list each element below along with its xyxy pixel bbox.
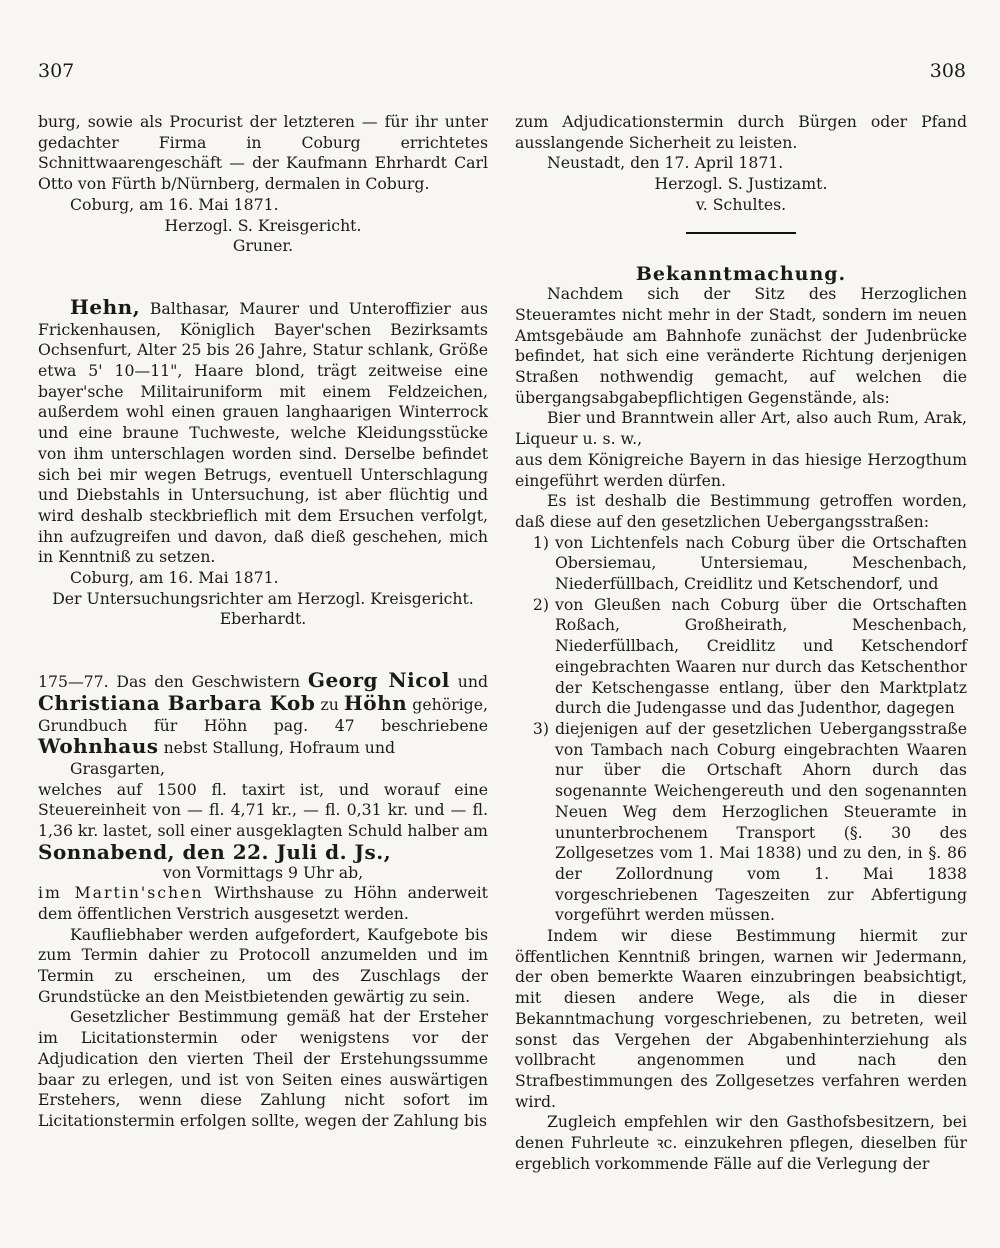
- court-signer: Gruner.: [232, 236, 294, 256]
- court-signature: Herzogl. S. Kreisgericht.: [164, 215, 362, 235]
- office-date: Neustadt, den 17. April 1871.: [547, 153, 784, 173]
- continuation-text-right: zum Adjudicationstermin durch Bürgen oder Pfand ausslangende Sicherheit zu leisten.: [515, 112, 967, 152]
- owner-name-2: Christiana Barbara Kob: [38, 690, 316, 715]
- office-signature: Herzogl. S. Justizamt.: [654, 174, 828, 194]
- page-number-left: 307: [38, 60, 75, 82]
- page-number-right: 308: [929, 60, 966, 82]
- sale-bidders: Kaufliebhaber werden aufgefordert, Kaufgebote bis zum Termin dahier zu Protocoll anzumelden und im Termin zu erscheinen, um des Zuschlags der Grundstücke an den Meistbietenden gewärtig zu sein.: [38, 924, 488, 1006]
- announcement-recommendation: Zugleich empfehlen wir den Gasthofsbesitzern, bei denen Fuhrleute ꝛc. einzukehren pflegen, dieselben für ergeblich vorkommende Fälle auf die Verlegung der: [515, 1112, 967, 1173]
- announcement-heading: Bekanntmachung.: [635, 262, 847, 285]
- sale-location: im Martin'schen Wirthshause zu Höhn anderweit dem öffentlichen Verstrich ausgesetzt werden.: [38, 883, 488, 923]
- warrant-signer: Eberhardt.: [219, 609, 307, 629]
- goods-list: Bier und Branntwein aller Art, also auch Rum, Arak, Liqueur u. s. w.,: [515, 408, 967, 449]
- announcement-intro-end: aus dem Königreiche Bayern in das hiesige Herzogthum eingeführt werden dürfen.: [515, 449, 967, 490]
- warrant-text: Balthasar, Maurer und Unteroffizier aus Frickenhausen, Königlich Bayer'schen Bezirksamts Ochsenfurt, Alter 25 bis 26 Jahre, Statur schlank, Größe etwa 5' 10—11", Haare blond, trägt zeitweise eine bayer'sche Militairuniform mit einem Feldzeichen, außerdem wohl einen grauen langhaarigen Winterrock und eine braune Tuchweste, welche Kleidungsstücke von ihm unterschlagen worden sind. Derselbe befindet sich bei mir wegen Betrugs, eventuell Unterschlagung und Diebstahls in Untersuchung, ist aber flüchtig und wird deshalb steckbrieflich mit dem Ersuchen verfolgt, ihn aufzugreifen und davon, daß dieß geschehen, mich in Kenntniß zu setzen.: [38, 298, 488, 567]
- sale-garden: Grasgarten,: [70, 758, 166, 778]
- announcement-warning: Indem wir diese Bestimmung hiermit zur öffentlichen Kenntniß bringen, warnen wir Jedermann, der oben bemerkte Waaren einzubringen beabsichtigt, mit diesen andere Wege, als die in dieser Bekanntmachung vorgeschriebenen, zu betreten, weil sonst das Vergehen der Abgabenhinterziehung als vollbracht angenommen und nach den Strafbestimmungen des Zollgesetzes verfahren werden wird.: [515, 926, 967, 1111]
- right-column: [515, 112, 967, 1174]
- court-date: Coburg, am 16. Mai 1871.: [70, 194, 279, 214]
- warrant-notice: [38, 294, 488, 568]
- sale-house: Wohnhaus: [38, 734, 159, 759]
- sale-date: Sonnabend, den 22. Juli d. Js.,: [38, 839, 392, 864]
- sale-payment: Gesetzlicher Bestimmung gemäß hat der Ersteher im Licitationstermin oder wenigstens vor der Adjudication den vierten Theil der Erstehungssumme baar zu erlegen, und ist von Seiten eines auswärtigen Erstehers, wenn diese Zahlung nicht sofort im Licitationstermin erfolgen sollte, wegen der Zahlung bis: [38, 1007, 488, 1130]
- route-item: 2) von Gleußen nach Coburg über die Ortschaften Roßach, Großheirath, Meschenbach, Niederfüllbach, Creidlitz und Ketschendorf eingebrachten Waaren nur durch das Ketschenthor der Ketschengasse entlang, über den Marktplatz durch die Judengasse und das Judenthor, dagegen: [532, 594, 967, 718]
- route-item: 1) von Lichtenfels nach Coburg über die Ortschaften Obersiemau, Untersiemau, Meschenbach, Niederfüllbach, Creidlitz und Ketschendorf, und: [532, 532, 967, 594]
- sale-time: von Vormittags 9 Uhr ab,: [162, 862, 364, 882]
- owner-name-1: Georg Nicol: [307, 668, 450, 693]
- sale-place: Höhn: [343, 690, 408, 715]
- warrant-signature: Der Untersuchungsrichter am Herzogl. Kreisgericht.: [52, 588, 474, 608]
- warrant-date: Coburg, am 16. Mai 1871.: [70, 568, 279, 588]
- announcement-intro: Nachdem sich der Sitz des Herzoglichen Steueramtes nicht mehr in der Stadt, sondern im neuen Amtsgebäude am Bahnhofe zunächst der Judenbrücke befindet, hat sich eine veränderte Richtung derjenigen Straßen nothwendig gemacht, auf welchen die übergangsabgabepflichtigen Gegenstände, als:: [515, 284, 967, 407]
- route-item: 3) diejenigen auf der gesetzlichen Uebergangsstraße von Tambach nach Coburg eingebrachten Waaren nur über die Ortschaft Ahorn durch das sogenannte Weichengereuth und den sogenannten Neuen Weg dem Herzoglichen Steueramte in ununterbrochenem Transport (§. 30 des Zollgesetzes vom 1. Mai 1838) und zu den, in §. 86 der Zollordnung vom 1. Mai 1838 vorgeschriebenen Tageszeiten zur Abfertigung vorgeführt werden müssen.: [532, 718, 967, 925]
- warrant-name: Hehn,: [70, 294, 141, 319]
- continuation-text: burg, sowie als Procurist der letzteren — für ihr unter gedachter Firma in Coburg errichtetes Schnittwaarengeschäft — der Kaufmann Ehrhardt Carl Otto von Fürth b/Nürnberg, dermalen in Coburg.: [38, 112, 488, 194]
- announcement-decision: Es ist deshalb die Bestimmung getroffen worden, daß diese auf den gesetzlichen Uebergangsstraßen:: [515, 491, 967, 531]
- left-column: [38, 112, 488, 1132]
- sale-terms: welches auf 1500 fl. taxirt ist, und worauf eine Steuereinheit von — fl. 4,71 kr., — fl. 0,31 kr. und — fl. 1,36 kr. lastet, soll einer ausgeklagten Schuld halber am: [38, 779, 488, 841]
- office-signer: v. Schultes.: [695, 194, 787, 214]
- sale-notice: 175—77. Das den Geschwistern Georg Nicol und Christiana Barbara Kob zu Höhn gehörige, Grundbuch für Höhn pag. 47 beschriebene Wohnhaus nebst Stallung, Hofraum und: [38, 668, 488, 759]
